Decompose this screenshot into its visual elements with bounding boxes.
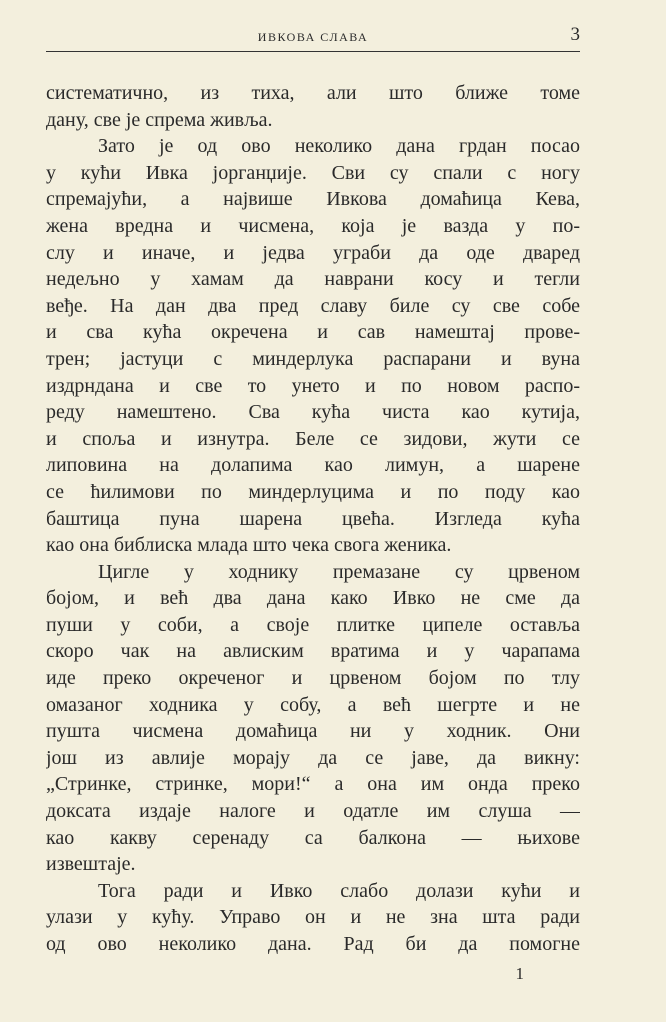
text-line: иде преко окреченог и црвеном бојом по тлу: [46, 667, 580, 690]
text-line: бојом, и већ два дана како Ивко не сме да: [46, 587, 580, 610]
text-line: веђе. На дан два пред славу биле су све собе: [46, 294, 580, 317]
text-line: систематично, из тиха, али што ближе томе: [46, 82, 580, 104]
text-line: скоро чак на авлиским вратима и у чарапама: [46, 640, 580, 663]
text-line: Зато је од ово неколико дана грдан посао: [98, 135, 580, 158]
running-title: ИВКОВА СЛАВА: [257, 30, 369, 44]
text-line: од ово неколико дана. Рад би да помогне: [46, 933, 580, 955]
text-line: дану, све је спрема живља.: [46, 108, 273, 131]
text-line: слу и иначе, и једва уграби да оде дваред: [46, 241, 580, 264]
text-line: липовина на долапима као лимун, а шарене: [46, 454, 580, 477]
signature-mark: 1: [515, 964, 524, 983]
text-line: као она библиска млада што чека свога женика.: [46, 534, 452, 557]
text-line: и сва кућа окречена и сав намештај прове-: [46, 321, 580, 344]
text-line: се ћилимови по миндерлуцима и по поду као: [46, 480, 580, 503]
page-number: 3: [570, 24, 580, 45]
text-line: спремајући, а највише Ивкова домаћица Кева,: [46, 188, 580, 211]
body-text: [46, 80, 580, 958]
header-rule: [46, 51, 580, 52]
text-line: баштица пуна шарена цвећа. Изгледа кућа: [46, 507, 580, 530]
text-line: још из авлије морају да се јаве, да викну:: [46, 746, 580, 769]
text-line: пуши у соби, а своје плитке ципеле оставља: [46, 613, 580, 636]
text-line: Цигле у ходнику премазане су црвеном: [98, 560, 580, 583]
text-line: у кући Ивка јорганџије. Сви су спали с ногу: [46, 161, 580, 184]
text-line: недељно у хамам да наврани косу и тегли: [46, 268, 580, 291]
text-line: као какву серенаду са балкона — њихове: [46, 826, 580, 849]
text-line: жена вредна и чисмена, која је вазда у по-: [46, 214, 580, 237]
text-line: трен; јастуци с миндерлука распарани и вуна: [46, 347, 580, 370]
text-line: пушта чисмена домаћица ни у ходник. Они: [46, 720, 580, 743]
text-line: улази у кућу. Управо он и не зна шта ради: [46, 906, 580, 929]
text-line: омазаног ходника у собу, а већ шегрте и не: [46, 693, 580, 716]
text-line: доксата издаје налоге и одатле им слуша —: [46, 800, 580, 823]
text-line: „Стринке, стринке, мори!“ а она им онда преко: [46, 773, 580, 796]
text-line: извештаје.: [46, 853, 136, 876]
text-line: реду намештено. Сва кућа чиста као кутија,: [46, 401, 580, 424]
text-line: Тога ради и Ивко слабо долази кући и: [98, 879, 580, 902]
text-line: издрндана и све то унето и по новом распо-: [46, 374, 580, 397]
text-line: и споља и изнутра. Беле се зидови, жути се: [46, 427, 580, 450]
running-head: [46, 26, 580, 50]
